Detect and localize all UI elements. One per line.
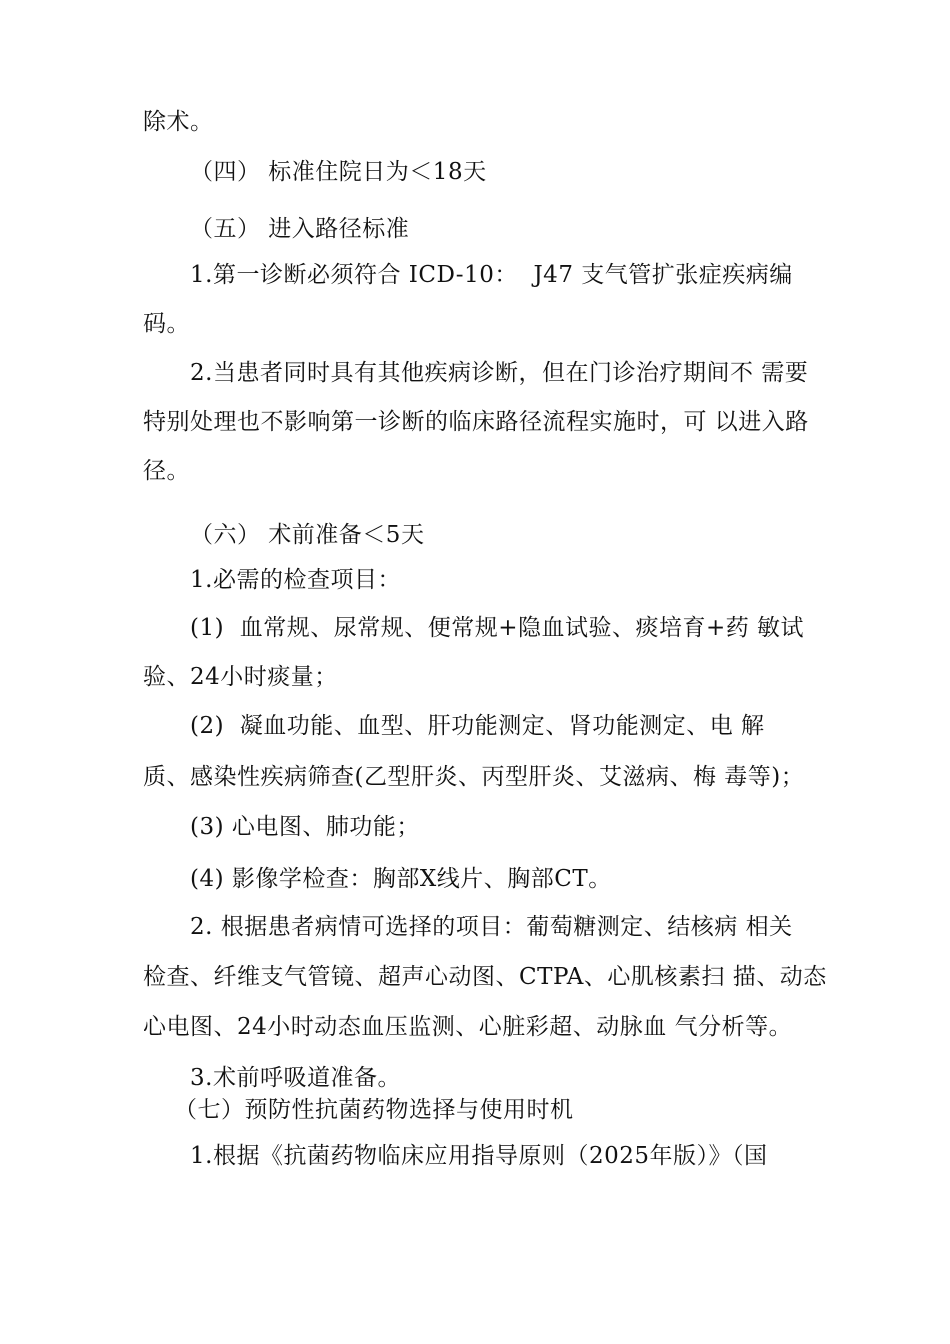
text-line: 3.术前呼吸道准备。 xyxy=(190,1065,401,1091)
text-line: 1.根据《抗菌药物临床应用指导原则（2025年版）》（国 xyxy=(190,1143,768,1169)
text-line: 质、感染性疾病筛查(乙型肝炎、丙型肝炎、艾滋病、梅 毒等)； xyxy=(143,764,805,790)
text-line: 码。 xyxy=(143,311,190,337)
text-line: 心电图、24小时动态血压监测、心脏彩超、动脉血 气分析等。 xyxy=(143,1014,793,1040)
text-line: (1) 血常规、尿常规、便常规+隐血试验、痰培育+药 敏试 xyxy=(190,615,805,641)
section-heading: （四） 标准住院日为＜18天 xyxy=(190,159,487,185)
text-line: 径。 xyxy=(143,458,190,484)
text-line: 验、24小时痰量； xyxy=(143,664,338,690)
text-line: 1.第一诊断必须符合 ICD-10： J47 支气管扩张症疾病编 xyxy=(190,262,793,288)
section-heading: （六） 术前准备＜5天 xyxy=(190,522,425,548)
section-heading: （七）预防性抗菌药物选择与使用时机 xyxy=(174,1097,574,1123)
text-line: 检查、纤维支气管镜、超声心动图、CTPA、心肌核素扫 描、动态 xyxy=(143,964,827,990)
section-heading: （五） 进入路径标准 xyxy=(190,216,410,242)
text-line: 除术。 xyxy=(143,109,214,135)
text-line: (2) 凝血功能、血型、肝功能测定、肾功能测定、电 解 xyxy=(190,713,765,739)
text-line: (3) 心电图、肺功能； xyxy=(190,814,420,840)
text-line: 2.当患者同时具有其他疾病诊断，但在门诊治疗期间不 需要 xyxy=(190,360,809,386)
text-line: 特别处理也不影响第一诊断的临床路径流程实施时，可 以进入路 xyxy=(143,409,809,435)
text-line: 1.必需的检查项目： xyxy=(190,567,401,593)
text-line: (4) 影像学检查：胸部X线片、胸部CT。 xyxy=(190,866,612,892)
text-line: 2. 根据患者病情可选择的项目：葡萄糖测定、结核病 相关 xyxy=(190,914,793,940)
